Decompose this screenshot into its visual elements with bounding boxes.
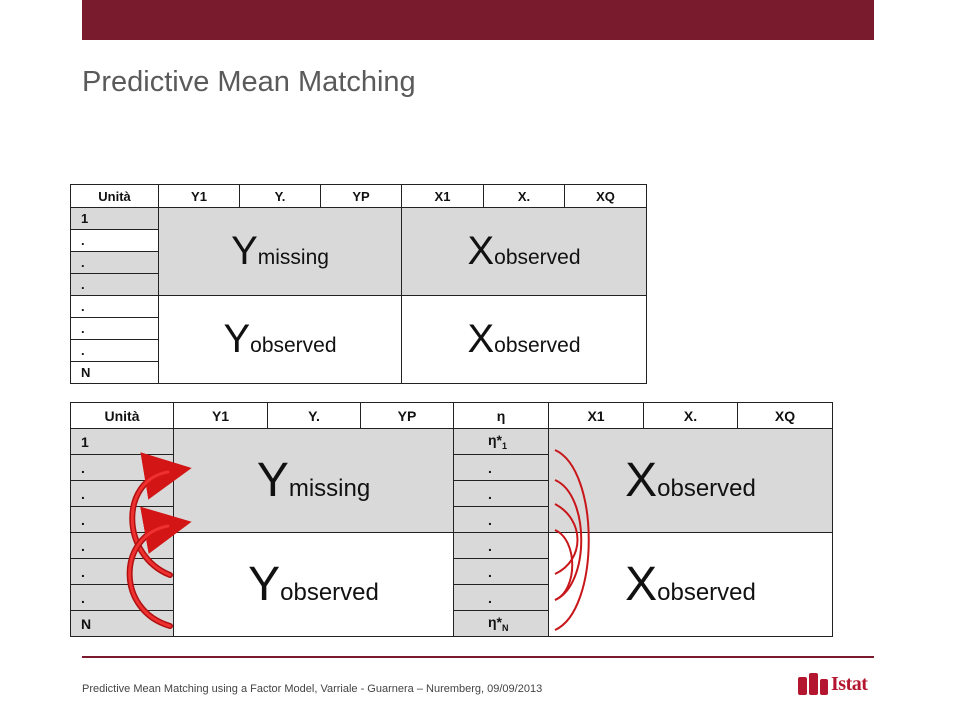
header-unita: Unità <box>71 185 159 208</box>
table-row <box>71 429 833 455</box>
x-observed-block <box>402 208 647 296</box>
eta-cell: . <box>454 507 549 533</box>
x-observed-symbol: X <box>467 229 495 273</box>
header-y-dot: Y. <box>268 403 361 429</box>
unit-label: . <box>71 559 174 585</box>
matching-table-after <box>70 402 833 637</box>
unit-label: . <box>71 533 174 559</box>
header-yp: YP <box>321 185 402 208</box>
x-observed-subscript: observed <box>494 246 581 269</box>
x-observed-subscript: observed <box>657 475 756 502</box>
x-observed-subscript: observed <box>657 579 756 606</box>
header-yp: YP <box>361 403 454 429</box>
footer-divider <box>82 656 874 658</box>
istat-logo-icon <box>798 673 828 695</box>
unit-label: . <box>71 252 159 274</box>
matching-table-before <box>70 184 647 384</box>
unit-label: . <box>71 481 174 507</box>
header-unita: Unità <box>71 403 174 429</box>
y-missing-symbol: Y <box>256 454 289 507</box>
footer-citation: Predictive Mean Matching using a Factor Model, Varriale - Guarnera – Nuremberg, 09/09/2013 <box>82 683 543 695</box>
y-observed-block <box>159 296 402 384</box>
header-eta: η <box>454 403 549 429</box>
eta-cell: . <box>454 533 549 559</box>
unit-label: . <box>71 274 159 296</box>
unit-label: N <box>71 611 174 637</box>
x-observed-subscript: observed <box>494 334 581 357</box>
eta-symbol: η* <box>488 432 502 449</box>
x-observed-symbol: X <box>625 454 658 507</box>
eta-subscript: N <box>502 622 509 633</box>
header-x1: X1 <box>549 403 644 429</box>
eta-cell: . <box>454 585 549 611</box>
y-missing-block <box>159 208 402 296</box>
top-banner <box>82 0 874 40</box>
unit-label: . <box>71 455 174 481</box>
unit-label: . <box>71 230 159 252</box>
slide-title: Predictive Mean Matching <box>82 66 416 98</box>
y-observed-subscript: observed <box>250 334 337 357</box>
unit-label: 1 <box>71 429 174 455</box>
y-observed-symbol: Y <box>223 317 251 361</box>
y-missing-subscript: missing <box>288 475 371 502</box>
header-xq: XQ <box>565 185 647 208</box>
header-y-dot: Y. <box>240 185 321 208</box>
eta-cell: . <box>454 455 549 481</box>
header-y1: Y1 <box>174 403 268 429</box>
table-row <box>71 533 833 559</box>
eta-cell <box>454 611 549 637</box>
unit-label: N <box>71 362 159 384</box>
x-observed-symbol: X <box>625 558 658 611</box>
unit-label: 1 <box>71 208 159 230</box>
y-observed-block <box>174 533 454 637</box>
eta-cell: . <box>454 481 549 507</box>
eta-subscript: 1 <box>502 440 508 451</box>
header-xq: XQ <box>738 403 833 429</box>
y-observed-symbol: Y <box>248 558 281 611</box>
x-observed-block <box>402 296 647 384</box>
unit-label: . <box>71 296 159 318</box>
x-observed-symbol: X <box>467 317 495 361</box>
table-header-row <box>71 403 833 429</box>
table-header-row <box>71 185 647 208</box>
y-missing-symbol: Y <box>231 229 258 273</box>
table-row <box>71 208 647 230</box>
unit-label: . <box>71 318 159 340</box>
eta-cell <box>454 429 549 455</box>
header-x1: X1 <box>402 185 484 208</box>
unit-label: . <box>71 507 174 533</box>
istat-logo-text: Istat <box>831 672 868 695</box>
y-missing-subscript: missing <box>257 246 329 269</box>
x-observed-block <box>549 429 833 533</box>
y-observed-subscript: observed <box>280 579 379 606</box>
y-missing-block <box>174 429 454 533</box>
x-observed-block <box>549 533 833 637</box>
header-y1: Y1 <box>159 185 240 208</box>
eta-cell: . <box>454 559 549 585</box>
istat-logo <box>798 672 867 696</box>
header-x-dot: X. <box>644 403 738 429</box>
header-x-dot: X. <box>484 185 565 208</box>
unit-label: . <box>71 585 174 611</box>
eta-symbol: η* <box>488 614 502 631</box>
table-row <box>71 296 647 318</box>
unit-label: . <box>71 340 159 362</box>
